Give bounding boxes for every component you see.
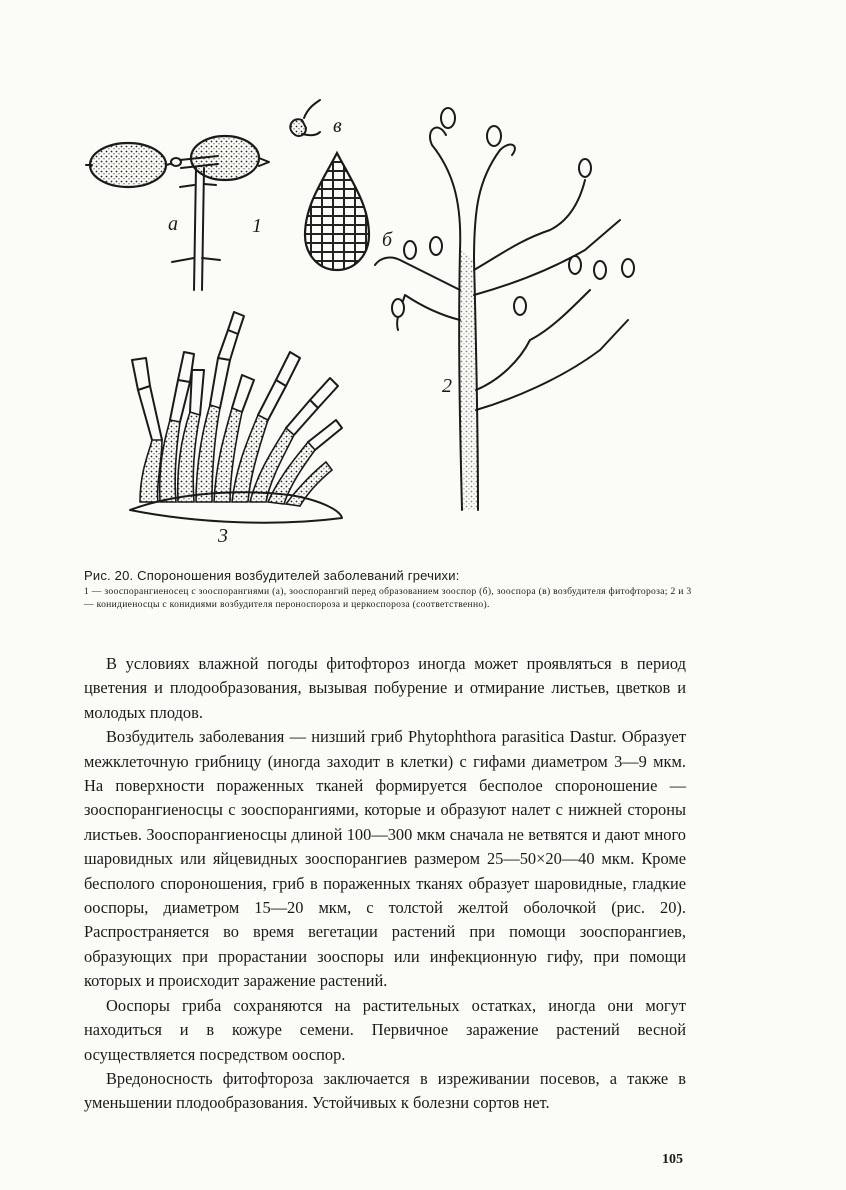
body-text xyxy=(84,652,686,1116)
paragraph: Возбудитель заболевания — низший гриб Phytophthora parasitica Dastur. Образует межклеточную грибницу (иногда заходит в клетки) с гифами диаметром 3—9 мкм. На поверхности пораженных тканей формируется бесполое спороношение — зооспорангиеносцы с зооспорангиями, которые и образуют налет с нижней стороны листьев. Зооспорангиеносцы длиной 100—300 мкм сначала не ветвятся и дают много шаровидных или яйцевидных зооспорангиев размером 25—50×20—40 мкм. Кроме бесполого спороношения, гриб в пораженных тканях образует шаровидные, гладкие ооспоры, диаметром 15—20 мкм, с толстой желтой оболочкой (рис. 20). Распространяется во время вегетации растений при помощи зооспорангиев, образующих при прорастании зооспоры или инфекционную гифу, при помощи которых и происходит заражение растений. xyxy=(84,727,686,991)
label-2: 2 xyxy=(442,375,452,397)
zoospore-drawing xyxy=(290,100,320,136)
label-b: б xyxy=(382,229,393,251)
caption-text: 1 — зооспорангиеносец с зооспорангиями (а), зооспорангий перед образованием зооспор (б), зооспора (в) возбудителя фитофтороза; 2 и 3 — конидиеносцы с конидиями возбудителя пероноспороза и церкоспороза (соответственно). xyxy=(84,586,692,610)
label-a: а xyxy=(168,213,178,235)
label-1: 1 xyxy=(252,215,262,237)
label-v: в xyxy=(333,115,342,137)
zoosporangium-drawing xyxy=(305,153,369,270)
figure-20-illustration xyxy=(80,90,700,560)
label-3: 3 xyxy=(218,525,228,547)
conidiophore-branched-drawing xyxy=(375,108,634,510)
caption-title: Рис. 20. Спороношения возбудителей заболеваний гречихи: xyxy=(84,568,460,583)
paragraph: В условиях влажной погоды фитофтороз иногда может проявляться в период цветения и плодообразования, вызывая побурение и отмирание листьев, цветков и молодых плодов. xyxy=(84,654,686,722)
figure-caption xyxy=(84,568,694,611)
page-number: 105 xyxy=(662,1152,683,1167)
paragraph: Ооспоры гриба сохраняются на растительных остатках, иногда они могут находиться и в кожуре семени. Первичное заражение растений весной осуществляется посредством ооспор. xyxy=(84,995,686,1064)
conidiophore-tuft-drawing xyxy=(130,312,342,523)
paragraph: Вредоносность фитофтороза заключается в изреживании посевов, а также в уменьшении плодообразования. Устойчивых к болезни сортов нет. xyxy=(84,1068,686,1113)
